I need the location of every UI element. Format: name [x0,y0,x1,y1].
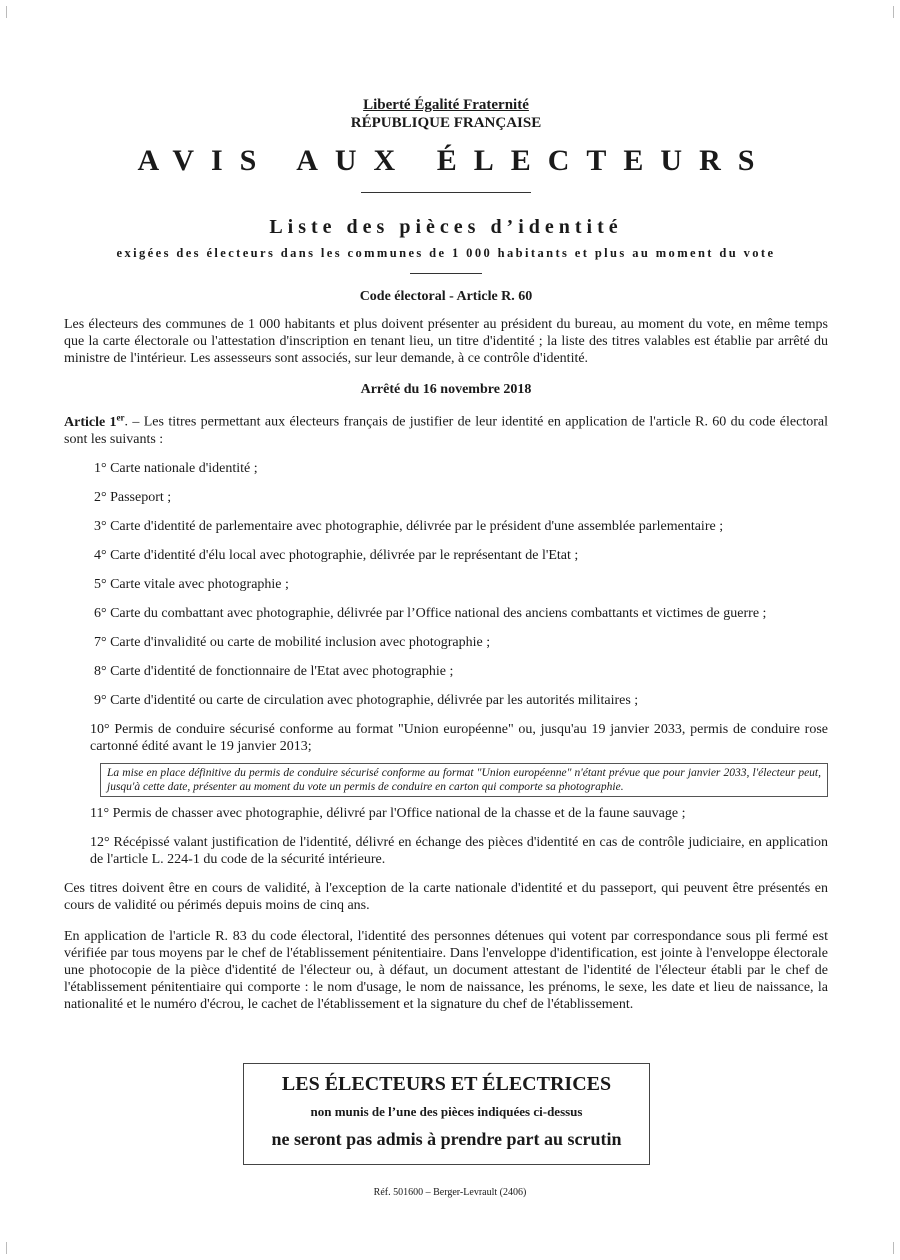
id-document-list [64,460,828,755]
notice-page [64,96,828,1013]
list-item: 9° Carte d'identité ou carte de circulation avec photographie, délivrée par les autorités militaires ; [94,692,639,708]
warning-consequence: ne seront pas admis à prendre part au scrutin [271,1129,622,1149]
detainees-paragraph: En application de l'article R. 83 du code électoral, l'identité des personnes détenues qui votent par correspondance sous pli fermé est vérifiée par tous moyens par le chef de l'établissement pénitentiaire. Dans l'enveloppe d'identification, est jointe à l'enveloppe électorale une photocopie de la pièce d'identité de l'électeur ou, à défaut, un document attestant de l'identité de l'électeur établi par le chef de l'établissement pénitentiaire qui comporte : le nom d'usage, le nom de naissance, les prénoms, le sexe, les date et lieu de naissance, la nationalité et le numéro d'écrou, le cachet de l'établissement et la signature du chef de l'établissement. [64,928,828,1012]
article-sup: er [116,412,125,422]
article-paragraph [64,409,828,448]
warning-box [243,1063,650,1165]
crop-mark [881,1242,894,1254]
list-item: 11° Permis de chasser avec photographie, délivré par l'Office national de la chasse et de la faune sauvage ; [90,805,686,821]
crop-mark [881,6,894,18]
list-item: 10° Permis de conduire sécurisé conforme au format "Union européenne" ou, jusqu'au 19 janvier 2033, permis de conduire rose cartonné édité avant le 19 janvier 2013; [90,721,828,754]
title-divider [361,192,531,193]
list-item: 2° Passeport ; [94,489,172,505]
notice-title: AVIS AUX ÉLECTEURS [137,144,772,177]
list-item: 12° Récépissé valant justification de l'identité, délivré en échange des pièces d'identité en cas de contrôle judiciaire, en application de l'article L. 224-1 du code de la sécurité intérieure. [90,834,828,867]
list-title: Liste des pièces d’identité [269,216,623,238]
warning-title: LES ÉLECTEURS ET ÉLECTRICES [281,1073,612,1095]
list-item: 6° Carte du combattant avec photographie, délivrée par l’Office national des anciens combattants et victimes de guerre ; [94,605,767,621]
republic-name: RÉPUBLIQUE FRANÇAISE [350,115,542,131]
crop-mark [6,6,19,18]
list-item: 3° Carte d'identité de parlementaire avec photographie, délivrée par le président d'une assemblée parlementaire ; [94,518,724,534]
list-item: 5° Carte vitale avec photographie ; [94,576,289,592]
code-heading: Code électoral - Article R. 60 [359,289,533,304]
list-item: 1° Carte nationale d'identité ; [94,460,258,476]
list-item: 8° Carte d'identité de fonctionnaire de l'Etat avec photographie ; [94,663,454,679]
article-label: Article 1 [64,414,117,430]
list-item: 7° Carte d'invalidité ou carte de mobilité inclusion avec photographie ; [94,634,491,650]
publisher-reference: Réf. 501600 – Berger-Levrault (2406) [373,1187,527,1198]
article-text: . – Les titres permettant aux électeurs français de justifier de leur identité en application de l'article R. 60 du code électoral sont les suivants : [64,414,828,447]
crop-mark [6,1242,19,1254]
code-paragraph: Les électeurs des communes de 1 000 habitants et plus doivent présenter au président du bureau, au moment du vote, en même temps que la carte électorale ou l'attestation d'inscription en tenant lieu, un titre d'identité ; la liste des titres valables est établie par arrêté du ministre de l'intérieur. Les assesseurs sont associés, sur leur demande, à ce contrôle d'identité. [64,317,828,366]
driving-licence-note: La mise en place définitive du permis de conduire sécurisé conforme au format "Union européenne" n'étant prévue que pour janvier 2033, l'électeur peut, jusqu'à cette date, présenter au moment du vote un permis de conduire en carton qui comporte sa photographie. [100,763,828,797]
republic-motto: Liberté Égalité Fraternité [363,97,529,113]
arrete-heading: Arrêté du 16 novembre 2018 [360,382,532,397]
id-document-list-continued [64,805,828,868]
warning-condition: non munis de l’une des pièces indiquées ci-dessus [310,1104,583,1119]
subtitle-divider [410,273,482,274]
validity-paragraph: Ces titres doivent être en cours de validité, à l'exception de la carte nationale d'identité et du passeport, qui peuvent être présentés en cours de validité ou périmés depuis moins de cinq ans. [64,880,828,913]
list-item: 4° Carte d'identité d'élu local avec photographie, délivrée par le représentant de l'Etat ; [94,547,579,563]
list-subtitle: exigées des électeurs dans les communes de 1 000 habitants et plus au moment du vote [116,246,776,260]
